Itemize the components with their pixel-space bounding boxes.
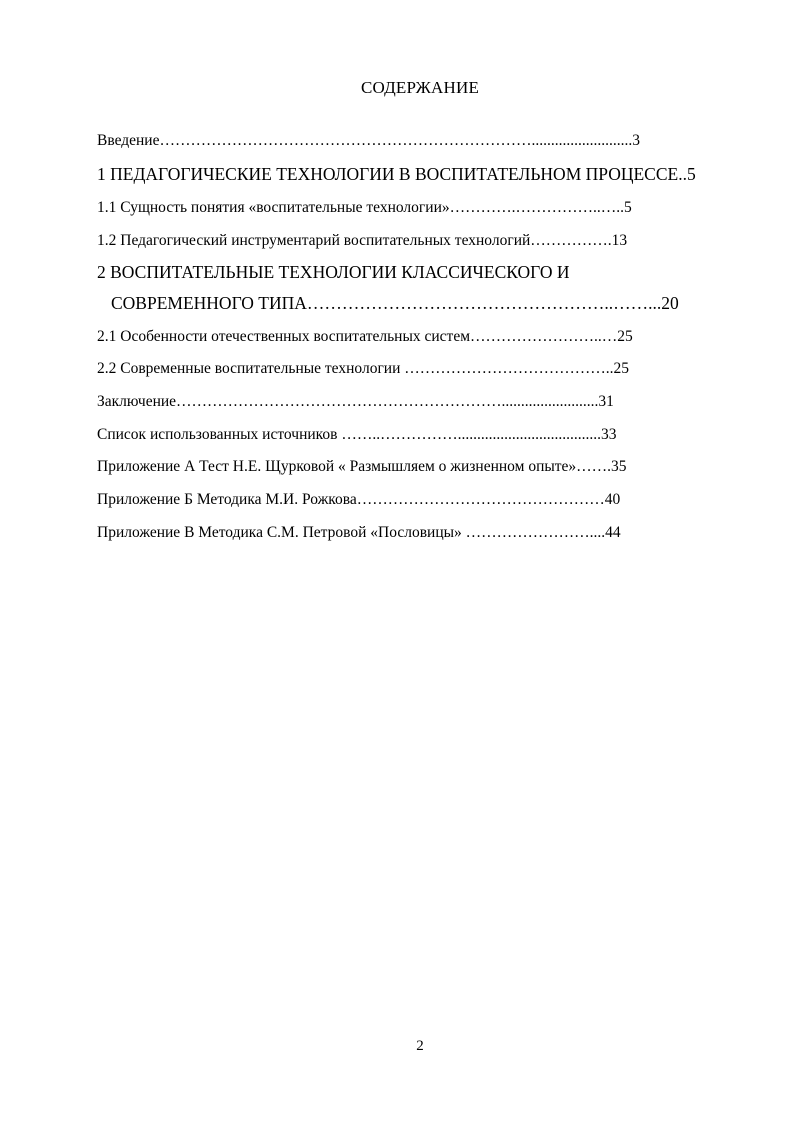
toc-entry-section-2-2: 2.2 Современные воспитательные технологии …………………………………..25 <box>97 360 630 377</box>
page-title: СОДЕРЖАНИЕ <box>360 78 480 97</box>
toc-entry-appendix-a: Приложение А Тест Н.Е. Щурковой « Размышляем о жизненном опыте»…….35 <box>97 458 627 475</box>
toc-entry-section-1-2: 1.2 Педагогический инструментарий воспитательных технологий…………….13 <box>97 232 628 249</box>
toc-entry-chapter-2-line-2: СОВРЕМЕННОГО ТИПА……………………………………………..……...20 <box>111 293 679 313</box>
toc-entry-section-1-1: 1.1 Сущность понятия «воспитательные технологии»………….……………..…..5 <box>97 199 632 216</box>
toc-entry-appendix-b: Приложение Б Методика М.И. Рожкова…………………………………………40 <box>97 491 621 508</box>
toc-entry-conclusion: Заключение……………………………………………………….........................31 <box>97 393 614 410</box>
toc-entry-section-2-1: 2.1 Особенности отечественных воспитательных систем……………………..…25 <box>97 328 633 345</box>
toc-entry-references: Список использованных источников ……..…………….....................................33 <box>97 426 617 443</box>
toc-entry-chapter-1: 1 ПЕДАГОГИЧЕСКИЕ ТЕХНОЛОГИИ В ВОСПИТАТЕЛЬНОМ ПРОЦЕССЕ..5 <box>97 164 696 184</box>
toc-entry-appendix-v: Приложение В Методика С.М. Петровой «Пословицы» ……………………....44 <box>97 524 621 541</box>
toc-entry-chapter-2-line-1: 2 ВОСПИТАТЕЛЬНЫЕ ТЕХНОЛОГИИ КЛАССИЧЕСКОГО И <box>97 262 570 282</box>
page-number: 2 <box>416 1038 424 1054</box>
toc-entry-introduction: Введение………………………………………………………………..........................3 <box>97 132 640 149</box>
